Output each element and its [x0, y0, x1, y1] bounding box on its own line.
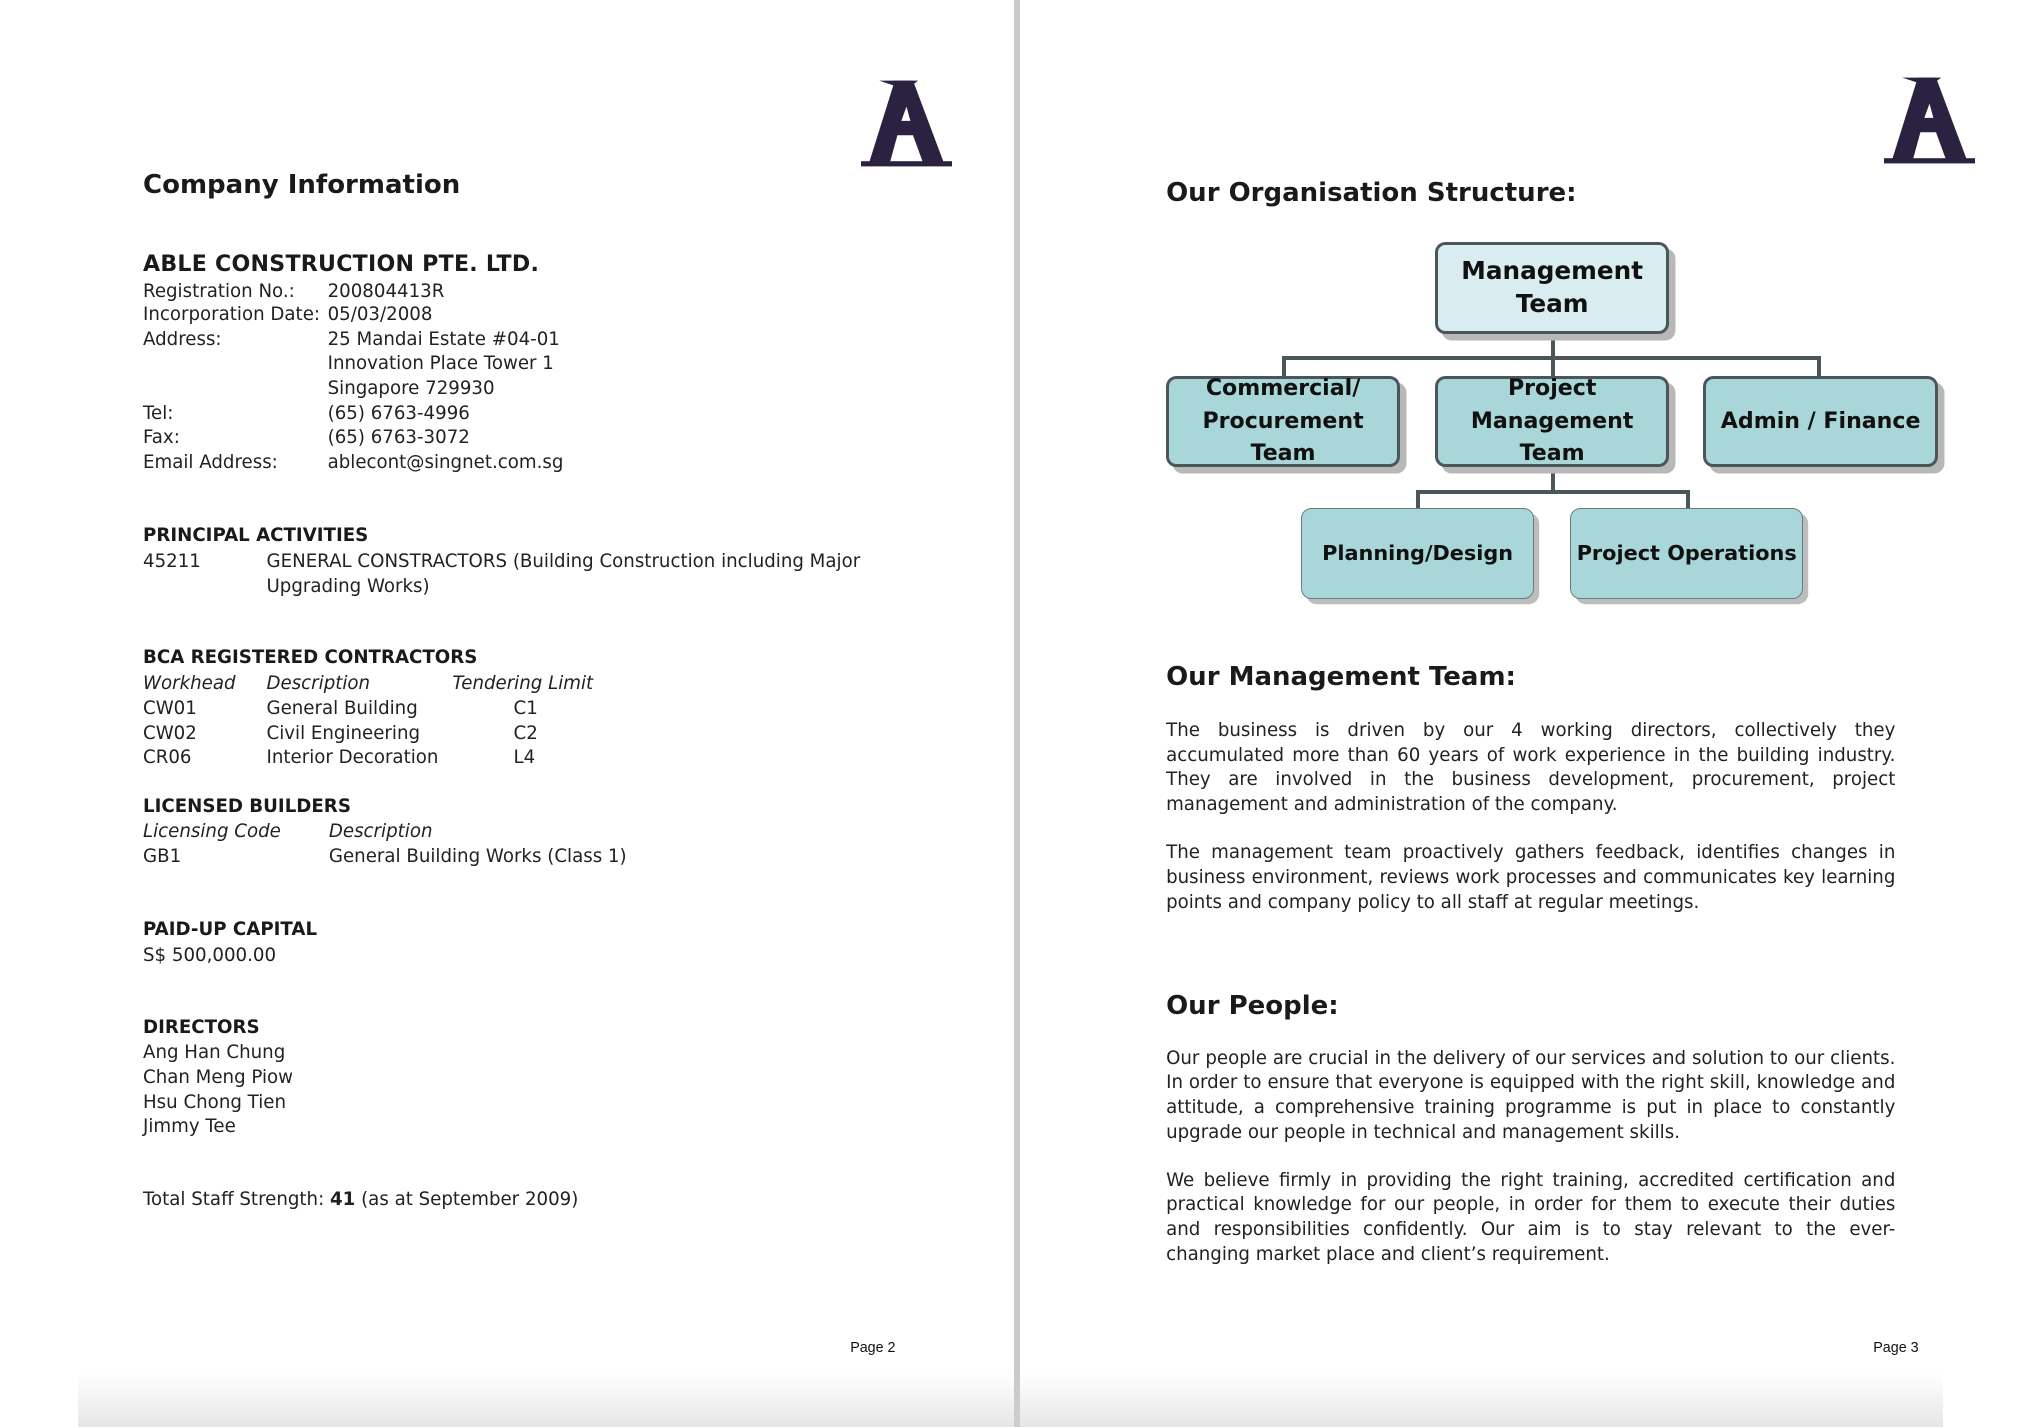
org-label: Team	[1515, 288, 1589, 318]
bca-row-3-limit: L4	[513, 747, 536, 769]
director-1: Ang Han Chung	[143, 1042, 286, 1064]
activity-code: 45211	[143, 550, 201, 572]
bca-header-workhead: Workhead	[143, 673, 236, 695]
licensed-row-code: GB1	[143, 845, 182, 867]
org-label: Admin / Finance	[1720, 407, 1921, 434]
bca-row-2-workhead: CW02	[143, 722, 197, 744]
org-label: Commercial/	[1205, 375, 1361, 402]
fax-label: Fax:	[143, 427, 180, 449]
tel-label: Tel:	[143, 402, 174, 424]
org-connector	[1416, 490, 1420, 510]
page-number: Page 2	[850, 1340, 896, 1357]
staff-strength-label: Total Staff Strength:	[143, 1189, 330, 1211]
bca-row-2-description: Civil Engineering	[266, 722, 421, 744]
paid-up-capital-heading: PAID-UP CAPITAL	[143, 919, 318, 941]
staff-strength-note: (as at September 2009)	[355, 1189, 579, 1211]
management-paragraph-1: The business is driven by our 4 working directors, collectively they accumulated more than 60 years of work experience in the building industry. They are involved in the business development, procurement, project management and administration of the company.	[1166, 719, 1896, 815]
page-3	[1020, 0, 2021, 1427]
incorporation-value: 05/03/2008	[327, 303, 433, 325]
company-logo-icon	[861, 78, 952, 169]
org-connector	[1551, 334, 1555, 359]
principal-activities-heading: PRINCIPAL ACTIVITIES	[143, 525, 369, 547]
bca-header-tendering-limit: Tendering Limit	[452, 673, 594, 695]
org-connector	[1686, 490, 1690, 510]
licensed-header-description: Description	[328, 821, 433, 843]
address-line-3: Singapore 729930	[327, 378, 495, 399]
bca-row-1-limit: C1	[513, 697, 538, 719]
email-label: Email Address:	[143, 452, 278, 474]
address-label: Address:	[143, 328, 222, 350]
company-logo-icon	[1884, 75, 1975, 166]
address-line-1: 25 Mandai Estate #04-01	[327, 328, 560, 350]
bca-row-3-description: Interior Decoration	[266, 747, 439, 769]
staff-strength-count: 41	[329, 1189, 356, 1211]
address-line-2: Innovation Place Tower 1	[327, 353, 554, 375]
page-number: Page 3	[1873, 1340, 1919, 1357]
licensed-builders-heading: LICENSED BUILDERS	[143, 795, 351, 817]
org-box-commercial-procurement	[1166, 376, 1400, 467]
bca-row-1-description: General Building	[266, 697, 418, 719]
director-3: Hsu Chong Tien	[143, 1091, 286, 1113]
director-4: Jimmy Tee	[143, 1116, 236, 1138]
activity-description-line-1: GENERAL CONSTRACTORS (Building Construction including Major	[266, 550, 861, 572]
email-value: ablecont@singnet.com.sg	[327, 452, 564, 474]
management-paragraph-2: The management team proactively gathers feedback, identifies changes in business environment, reviews work processes and communicates key learning points and company policy to all staff at regular meetings.	[1166, 842, 1896, 913]
director-2: Chan Meng Piow	[143, 1067, 294, 1088]
org-label: Project Operations	[1576, 541, 1797, 566]
fax-value: (65) 6763-3072	[327, 427, 470, 449]
paid-up-capital-value: S$ 500,000.00	[143, 944, 277, 966]
people-paragraph-2: We believe firmly in providing the right training, accredited certification and practical knowledge for our people, in order for them to execute their duties and responsibilities confidently. Our aim is to stay relevant to the ever-changing market place and client’s requirement.	[1166, 1169, 1896, 1265]
org-structure-heading: Our Organisation Structure:	[1166, 178, 1577, 209]
registration-value: 200804413R	[327, 280, 445, 302]
licensed-row-description: General Building Works (Class 1)	[328, 845, 627, 867]
bca-row-3-workhead: CR06	[143, 747, 192, 769]
org-box-planning-design	[1301, 508, 1534, 599]
incorporation-label: Incorporation Date:	[143, 303, 321, 325]
staff-strength	[143, 1188, 578, 1213]
org-box-management-team	[1435, 242, 1669, 334]
people-paragraph-1: Our people are crucial in the delivery of our services and solution to our clients. In order to ensure that everyone is equipped with the right skill, knowledge and attitude, a comprehensive training programme is put in place to constantly upgrade our people in technical and management skills.	[1166, 1047, 1896, 1143]
bca-row-2-limit: C2	[513, 722, 538, 744]
management-team-heading: Our Management Team:	[1166, 661, 1516, 692]
org-label: Planning/Design	[1322, 541, 1514, 566]
org-box-project-management	[1435, 376, 1669, 467]
registration-label: Registration No.:	[143, 280, 295, 302]
org-connector	[1416, 490, 1690, 494]
page-title: Company Information	[143, 170, 461, 201]
org-label: Project	[1507, 375, 1597, 402]
org-label: Management Team	[1470, 407, 1634, 467]
directors-heading: DIRECTORS	[143, 1016, 260, 1038]
org-box-project-operations	[1570, 508, 1803, 599]
company-name: ABLE CONSTRUCTION PTE. LTD.	[143, 250, 540, 277]
bca-row-1-workhead: CW01	[143, 697, 197, 719]
bca-header-description: Description	[266, 673, 371, 695]
activity-description-line-2: Upgrading Works)	[266, 575, 430, 597]
org-label: Management	[1461, 256, 1644, 286]
tel-value: (65) 6763-4996	[327, 402, 470, 424]
bca-heading: BCA REGISTERED CONTRACTORS	[143, 647, 478, 669]
licensed-header-code: Licensing Code	[143, 821, 281, 843]
org-box-admin-finance	[1703, 376, 1938, 467]
org-label: Procurement Team	[1202, 407, 1364, 467]
our-people-heading: Our People:	[1166, 990, 1339, 1021]
org-connector	[1817, 356, 1821, 377]
